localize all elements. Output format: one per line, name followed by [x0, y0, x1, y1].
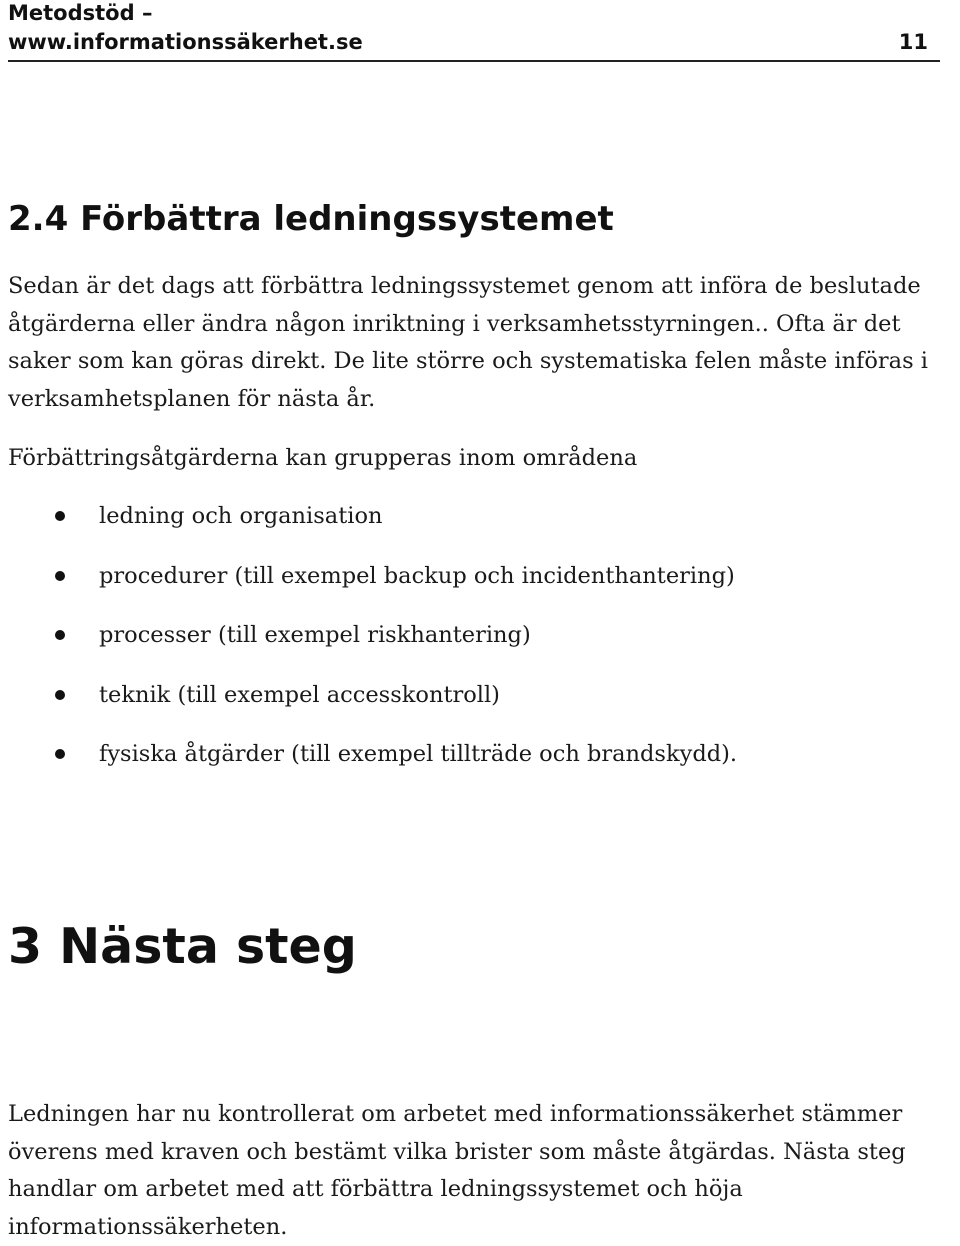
list-item-text: ledning och organisation — [99, 503, 382, 529]
bullet-icon — [55, 571, 65, 581]
list-item — [0, 496, 960, 556]
header-url: www.informationssäkerhet.se — [8, 28, 363, 57]
improvement-areas-list — [0, 496, 960, 794]
list-item-text: teknik (till exempel accesskontroll) — [99, 682, 500, 708]
text-line: saker som kan göras direkt. De lite större och systematiska felen måste införas i — [8, 343, 958, 381]
list-item — [0, 734, 960, 794]
list-item-text: fysiska åtgärder (till exempel tillträde och brandskydd). — [99, 741, 737, 767]
page-number: 11 — [899, 28, 928, 57]
bullet-icon — [55, 690, 65, 700]
page-header — [8, 0, 940, 62]
text-line: handlar om arbetet med att förbättra ledningssystemet och höja — [8, 1171, 958, 1209]
section-heading-3: 3 Nästa steg — [8, 915, 357, 979]
text-line: verksamhetsplanen för nästa år. — [8, 381, 958, 419]
text-line: Förbättringsåtgärderna kan grupperas inom områdena — [8, 440, 958, 478]
list-item — [0, 615, 960, 675]
list-item-text: processer (till exempel riskhantering) — [99, 622, 531, 648]
list-item-text: procedurer (till exempel backup och incidenthantering) — [99, 563, 735, 589]
text-line: Sedan är det dags att förbättra ledningssystemet genom att införa de beslutade — [8, 268, 958, 306]
header-title: Metodstöd – — [8, 0, 152, 28]
bullet-icon — [55, 511, 65, 521]
list-item — [0, 675, 960, 735]
section-3-paragraph — [8, 1096, 958, 1246]
list-item — [0, 556, 960, 616]
section-2-4-paragraph-2 — [8, 440, 958, 478]
bullet-icon — [55, 630, 65, 640]
text-line: överens med kraven och bestämt vilka brister som måste åtgärdas. Nästa steg — [8, 1134, 958, 1172]
text-line: informationssäkerheten. — [8, 1209, 958, 1246]
bullet-icon — [55, 749, 65, 759]
text-line: åtgärderna eller ändra någon inriktning i verksamhetsstyrningen.. Ofta är det — [8, 306, 958, 344]
section-heading-2-4: 2.4 Förbättra ledningssystemet — [8, 195, 614, 243]
text-line: Ledningen har nu kontrollerat om arbetet med informationssäkerhet stämmer — [8, 1096, 958, 1134]
section-2-4-paragraph-1 — [8, 268, 958, 418]
